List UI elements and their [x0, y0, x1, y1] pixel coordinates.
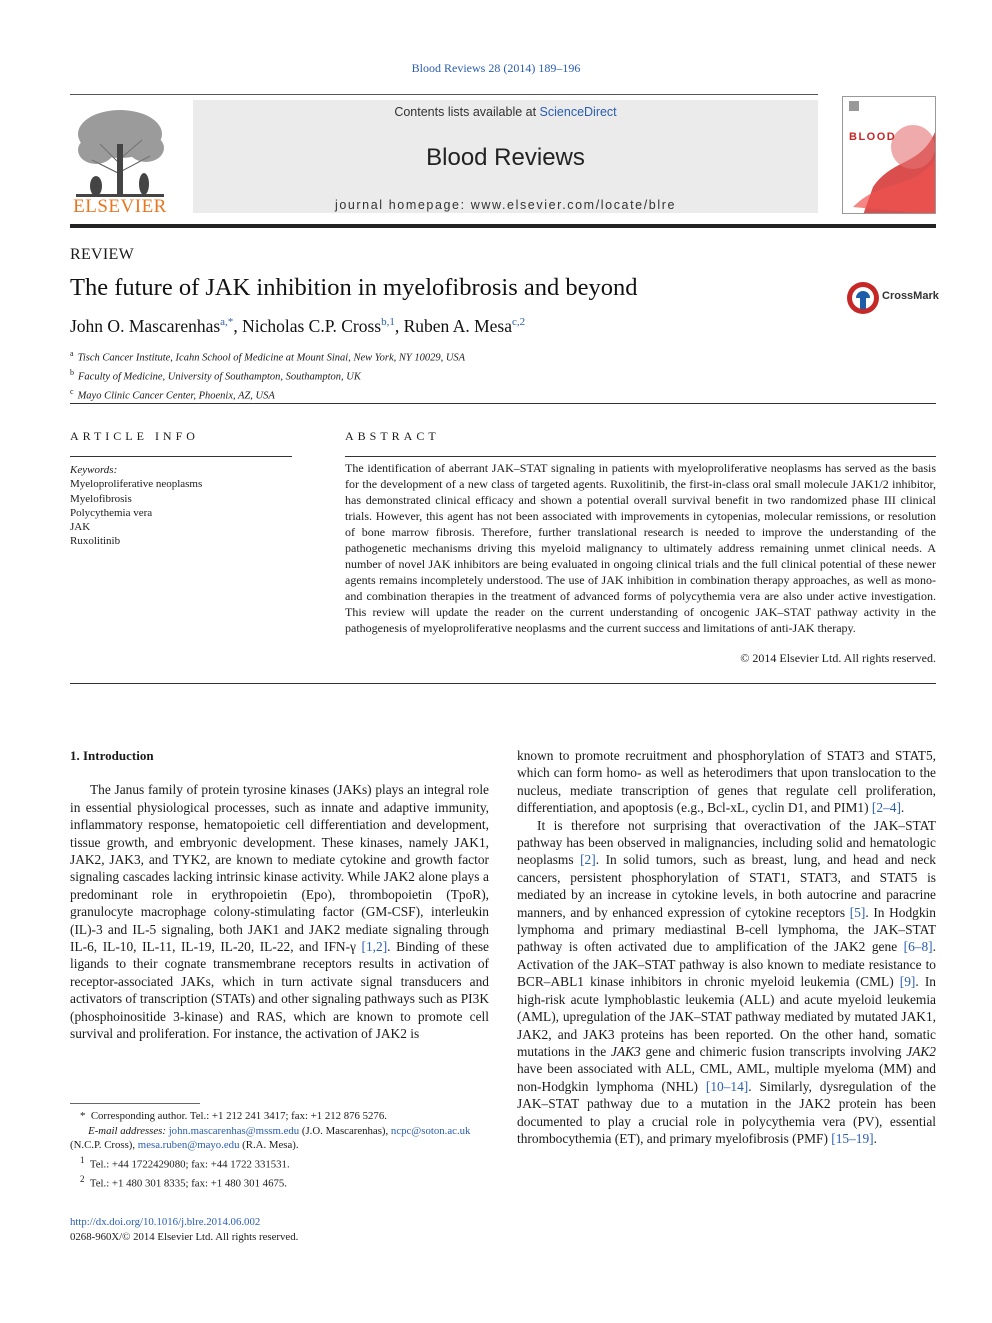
article-info-heading: ARTICLE INFO [70, 429, 199, 443]
author-affil-mark[interactable]: a,* [220, 316, 234, 329]
doi-link[interactable]: http://dx.doi.org/10.1016/j.blre.2014.06.002 [70, 1216, 261, 1228]
crossmark-label: CrossMark [882, 290, 939, 302]
abstract-heading: ABSTRACT [345, 429, 440, 443]
body-paragraph: known to promote recruitment and phosphorylation of STAT3 and STAT5, which can form homo- as well as heterodimers that upon translocation to the nucleus, mediate transcription of genes that regulate cell proliferation, differentiation, and apoptosis (e.g., Bcl-xL, cyclin D1, and PIM1) [2–4]. [517, 748, 936, 816]
issn-copyright: 0268-960X/© 2014 Elsevier Ltd. All rights reserved. [70, 1230, 299, 1243]
affiliation-item: $^b$ Faculty of Medicine, University of Southampton, Southampton, UK [70, 368, 361, 383]
elsevier-wordmark: ELSEVIER [73, 196, 167, 217]
body-column-left [70, 747, 489, 1043]
reference-link[interactable]: [15–19] [831, 1130, 874, 1146]
affiliation-item: $^a$ Tisch Cancer Institute, Icahn School of Medicine at Mount Sinai, New York, NY 10029, USA [70, 349, 466, 364]
title-block-rule [70, 403, 936, 404]
reference-link[interactable]: [2] [580, 852, 596, 868]
author-name[interactable]: Nicholas C.P. Cross [242, 316, 382, 336]
footnote-item: $^2$ Tel.: +1 480 301 8335; fax: +1 480 301 4675. [80, 1173, 287, 1190]
cover-art-graphic [843, 97, 936, 214]
corresponding-author-note: * Corresponding author. Tel.: +1 212 241 3417; fax: +1 212 876 5276. [80, 1110, 387, 1122]
cover-title: BLOOD [849, 131, 897, 143]
email-link[interactable]: john.mascarenhas@mssm.edu [168, 1124, 300, 1137]
author-list: John O. Mascarenhas$^{a,*}$, Nicholas C.P. Cross$^{b,1}$, Ruben A. Mesa$^{c,2}$ [70, 316, 526, 336]
reference-link[interactable]: [2–4] [871, 800, 901, 816]
reference-link[interactable]: [10–14] [705, 1078, 749, 1094]
paper-title: The future of JAK inhibition in myelofibrosis and beyond [70, 274, 638, 301]
keyword-item: Polycythemia vera [70, 506, 153, 519]
email-link[interactable]: mesa.ruben@mayo.edu [137, 1139, 240, 1151]
journal-cover-thumbnail[interactable] [842, 96, 936, 214]
keyword-item: Myelofibrosis [70, 492, 132, 505]
contents-available-line: Contents lists available at ScienceDirect [394, 105, 617, 119]
abstract-copyright: © 2014 Elsevier Ltd. All rights reserved. [740, 651, 936, 665]
article-info-rule [70, 456, 292, 457]
reference-link[interactable]: [5] [849, 904, 866, 920]
author-name[interactable]: John O. Mascarenhas [70, 316, 221, 336]
keyword-item: Ruxolitinib [70, 535, 121, 548]
reference-link[interactable]: [6–8] [903, 939, 933, 955]
reference-link[interactable]: [9] [899, 974, 916, 990]
journal-title: Blood Reviews [426, 144, 585, 171]
masthead-top-rule [70, 94, 818, 95]
journal-citation-link[interactable]: Blood Reviews 28 (2014) 189–196 [411, 61, 581, 75]
article-type-label: REVIEW [70, 246, 135, 263]
body-paragraph: It is therefore not surprising that overactivation of the JAK–STAT pathway has been observed in malignancies, including solid and hematologic neoplasms [2]. In solid tumors, such as breast, lung, and head and neck cancers, persistent phosphorylation of STAT1, STAT3, and STAT5 is mediated by an increase in cytokine levels, in both autocrine and paracrine manners, and by enhanced expression of cytokine receptors [5]. In Hodgkin lymphoma and primary mediastinal B-cell lymphoma, the JAK–STAT pathway is often activated due to amplification of the JAK2 gene [6–8]. Activation of the JAK–STAT pathway is also known to mediate resistance to BCR–ABL1 kinase inhibitors in chronic myeloid leukemia (CML) [9]. In high-risk acute lymphoblastic leukemia (ALL) and acute myeloid leukemia (AML), upregulation of the JAK–STAT pathway mediated by mutated JAK1, JAK2, and JAK3 proteins has been reported. On the other hand, somatic mutations in the JAK3 gene and chimeric fusion transcripts involving JAK2 have been associated with ALL, CML, AML, multiple myeloma (MM) and non-Hodgkin lymphoma (NHL) [10–14]. Similarly, dysregulation of the JAK–STAT pathway due to a mutation in the JAK2 protein has been documented to play a crucial role in polycythemia vera (PV), essential thrombocythemia (ET), and primary myelofibrosis (PMF) [15–19]. [517, 817, 937, 1146]
doi-block [70, 1215, 298, 1244]
keyword-item: JAK [70, 521, 91, 534]
keywords-label: Keywords: [70, 464, 118, 476]
sciencedirect-link[interactable]: ScienceDirect [539, 105, 617, 119]
author-name[interactable]: Ruben A. Mesa [403, 316, 513, 336]
body-column-right [517, 747, 936, 1147]
footnote-rule [70, 1103, 200, 1104]
masthead-bottom-rule [70, 224, 936, 228]
author-affil-mark[interactable]: b,1 [381, 316, 395, 329]
abstract-bottom-rule [70, 683, 936, 684]
email-addresses-cont: (N.C.P. Cross), mesa.ruben@mayo.edu (R.A. Mesa). [70, 1139, 299, 1151]
abstract-rule [345, 456, 936, 457]
footnotes [70, 1109, 489, 1191]
affiliations [70, 347, 465, 404]
abstract-text: The identification of aberrant JAK–STAT signaling in patients with myeloproliferative neoplasms has served as the basis for the development of a new class of targeted agents. Ruxolitinib, the first-in-class oral small molecule JAK1/2 inhibitor, has demonstrated clinical efficacy and shown a potential overall survival benefit in two randomized phase III clinical trials. However, this agent has not been associated with improvements in cytopenias, molecular remissions, or resolution of bone marrow fibrosis. Therefore, further translational research is needed to improve the understanding of the pathogenetic mechanisms driving this myeloid malignancy to ultimately address remaining unmet clinical needs. A number of novel JAK inhibitors are being evaluated in ongoing clinical trials and the full clinical potential of these newer agents remains incompletely understood. The use of JAK inhibition in combination therapy approaches, as well as mono- and combination therapies in the treatment of advanced forms of polycythemia vera are also under active investigation. This review will update the reader on the current understanding of oncogenic JAK–STAT pathway activity in the pathogenesis of myeloproliferative neoplasms and the current success and limitations of anti-JAK therapy. [345, 461, 936, 635]
journal-masthead [70, 94, 936, 230]
footnote-item: $^1$ Tel.: +44 1722429080; fax: +44 1722 331531. [80, 1154, 290, 1171]
email-addresses: E-mail addresses: john.mascarenhas@mssm.edu (J.O. Mascarenhas), ncpc@soton.ac.uk [88, 1124, 471, 1137]
keywords-block [70, 463, 202, 549]
reference-link[interactable]: [1,2] [361, 939, 388, 955]
affiliation-item: $^c$ Mayo Clinic Cancer Center, Phoenix, AZ, USA [70, 387, 275, 402]
journal-homepage[interactable]: journal homepage: www.elsevier.com/locate/blre [334, 198, 677, 212]
author-affil-mark[interactable]: c,2 [512, 316, 526, 329]
email-link[interactable]: ncpc@soton.ac.uk [390, 1124, 471, 1137]
crossmark-badge[interactable] [846, 281, 942, 313]
crossmark-icon [846, 281, 880, 315]
section-heading: 1. Introduction [70, 748, 154, 763]
body-paragraph: The Janus family of protein tyrosine kinases (JAKs) plays an integral role in essential physiological processes, such as innate and adaptive immunity, inflammatory response, hematopoietic cell differentiation and development, tissue growth, and embryonic development. These kinases, namely JAK1, JAK2, JAK3, and TYK2, are known to mediate cytokine and growth factor signaling cascades lacking intrinsic kinase activity. While JAK2 alone plays a predominant role in erythropoietin (Epo), thrombopoietin (TpoR), granulocyte macrophage colony-stimulating factor (GM-CSF), interleukin (IL)-3 and IL-5 signaling, both JAK1 and JAK2 mediate signaling through IL-6, IL-10, IL-11, IL-19, IL-20, IL-22, and IFN-γ [1,2]. Binding of these ligands to their cognate transmembrane receptors results in activation of receptor-associated JAKs, which in turn activate signal transducers and activators of transcription (STATs) and other signaling pathways such as PI3K (phosphoinositide 3-kinase) and RAS, which are known to promote cell survival and proliferation. For instance, the activation of JAK2 is [70, 782, 489, 1042]
keyword-item: Myeloproliferative neoplasms [70, 478, 203, 491]
masthead-center-panel [193, 100, 818, 213]
